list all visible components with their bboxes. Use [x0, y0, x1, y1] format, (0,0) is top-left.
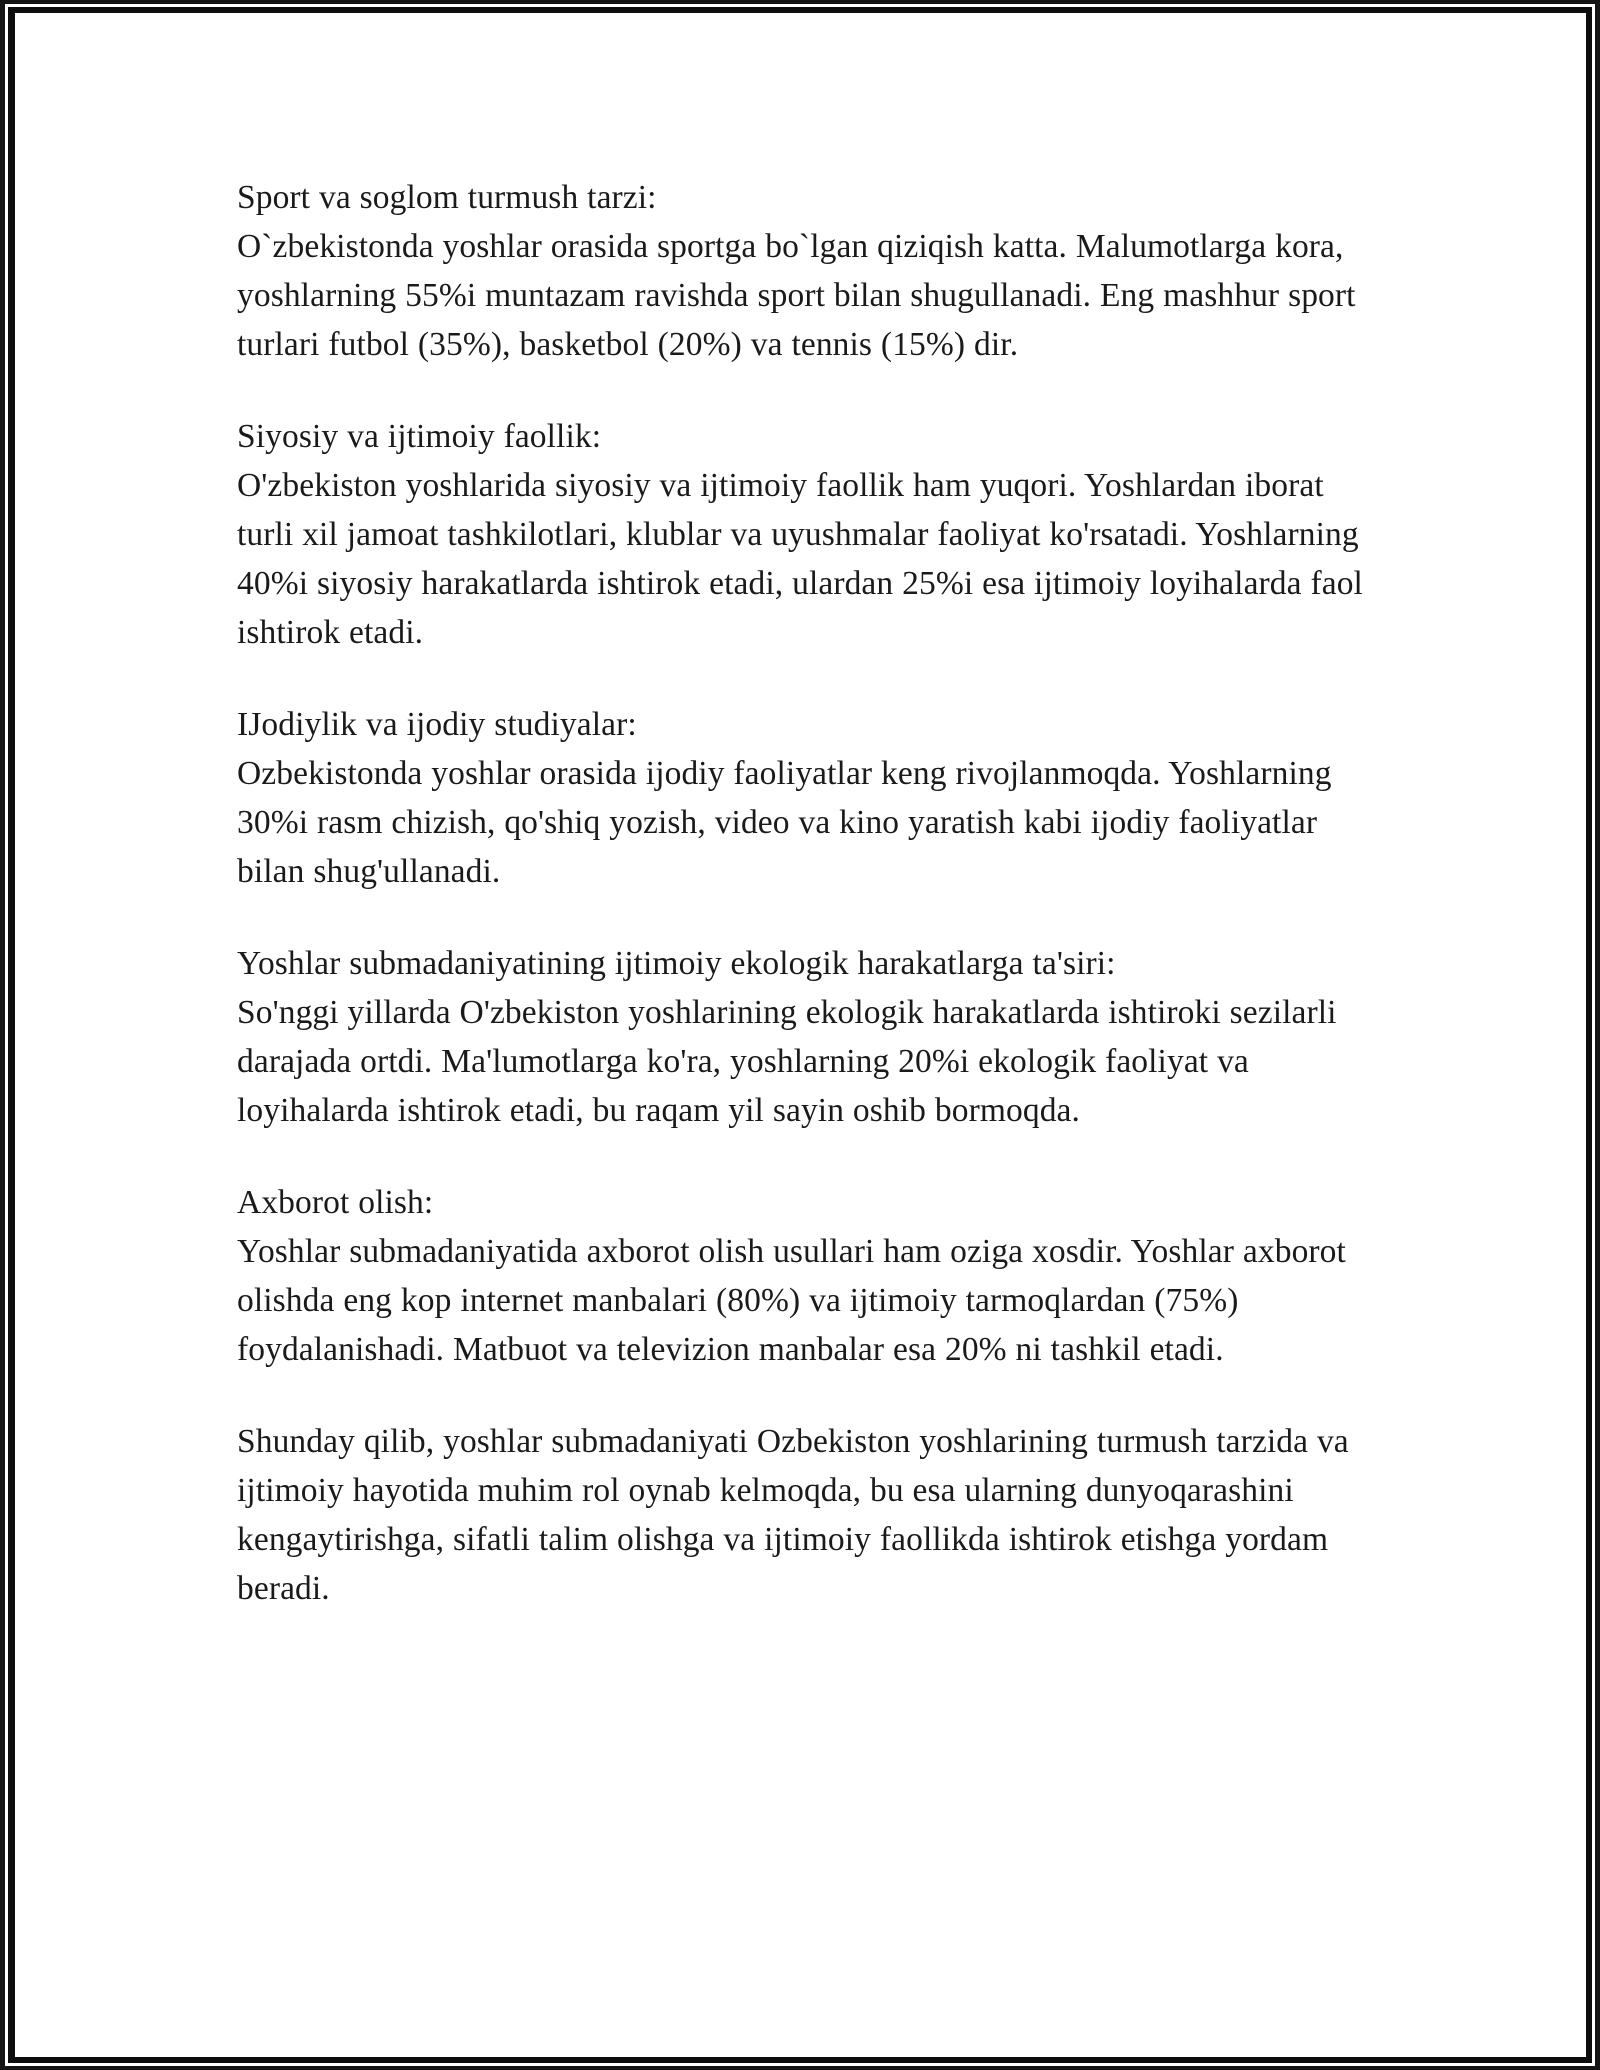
section-body: Ozbekistonda yoshlar orasida ijodiy faoliyatlar keng rivojlanmoqda. Yoshlarning 30%i rasm chizish, qo'shiq yozish, video va kino yaratish kabi ijodiy faoliyatlar bilan shug'ullanadi.	[237, 755, 1332, 890]
section-information	[237, 1178, 1387, 1374]
section-body: O`zbekistonda yoshlar orasida sportga bo`lgan qiziqish katta. Malumotlarga kora, yoshlarning 55%i muntazam ravishda sport bilan shugullanadi. Eng mashhur sport turlari futbol (35%), basketbol (20%) va tennis (15%) dir.	[237, 228, 1356, 363]
section-body: Yoshlar submadaniyatida axborot olish usullari ham oziga xosdir. Yoshlar axborot olishda eng kop internet manbalari (80%) va ijtimoiy tarmoqlardan (75%) foydalanishadi. Matbuot va televizion manbalar esa 20% ni tashkil etadi.	[237, 1233, 1346, 1368]
section-ecology	[237, 939, 1387, 1135]
page-surface	[15, 13, 1586, 2057]
page-inner-border	[8, 7, 1592, 2063]
section-heading: Sport va soglom turmush tarzi:	[237, 179, 657, 216]
section-body: Shunday qilib, yoshlar submadaniyati Ozbekiston yoshlarining turmush tarzida va ijtimoiy hayotida muhim rol oynab kelmoqda, bu esa ularning dunyoqarashini kengaytirishga, sifatli talim olishga va ijtimoiy faollikda ishtirok etishga yordam beradi.	[237, 1423, 1349, 1607]
document-body	[237, 173, 1387, 1613]
section-creativity	[237, 700, 1387, 896]
section-body: So'nggi yillarda O'zbekiston yoshlarining ekologik harakatlarda ishtiroki sezilarli darajada ortdi. Ma'lumotlarga ko'ra, yoshlarning 20%i ekologik faoliyat va loyihalarda ishtirok etadi, bu raqam yil sayin oshib bormoqda.	[237, 994, 1337, 1129]
section-sport	[237, 173, 1387, 369]
section-conclusion	[237, 1417, 1387, 1613]
section-heading: IJodiylik va ijodiy studiyalar:	[237, 706, 637, 743]
section-heading: Axborot olish:	[237, 1184, 434, 1221]
section-political-social	[237, 412, 1387, 657]
section-heading: Yoshlar submadaniyatining ijtimoiy ekologik harakatlarga ta'siri:	[237, 945, 1116, 982]
section-heading: Siyosiy va ijtimoiy faollik:	[237, 418, 602, 455]
section-body: O'zbekiston yoshlarida siyosiy va ijtimoiy faollik ham yuqori. Yoshlardan iborat turli xil jamoat tashkilotlari, klublar va uyushmalar faoliyat ko'rsatadi. Yoshlarning 40%i siyosiy harakatlarda ishtirok etadi, ulardan 25%i esa ijtimoiy loyihalarda faol ishtirok etadi.	[237, 467, 1363, 651]
